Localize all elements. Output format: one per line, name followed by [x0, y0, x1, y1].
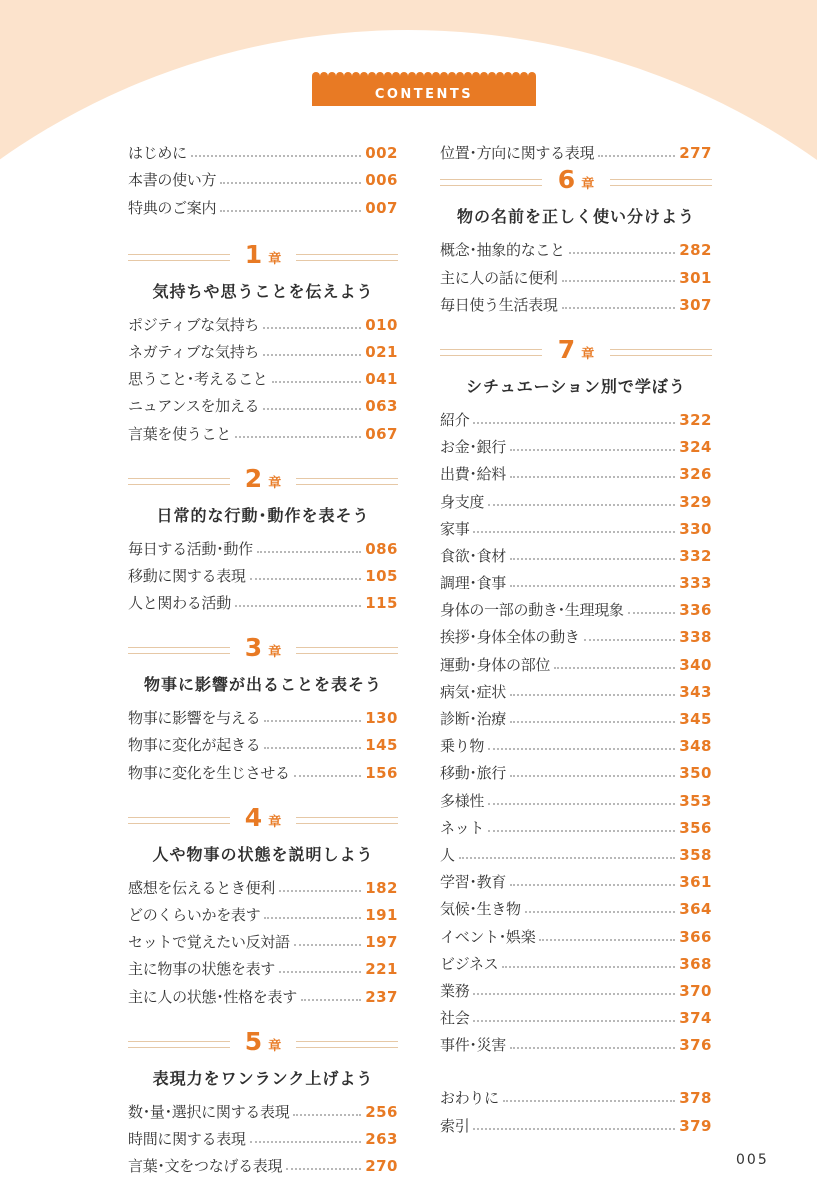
entry-page: 006	[365, 171, 398, 190]
toc-entry[interactable]	[128, 532, 398, 559]
dot-leader	[503, 1100, 675, 1102]
entry-label: 感想を伝えるとき便利	[128, 878, 276, 897]
entry-page: 007	[365, 198, 398, 217]
chapter-5-heading	[128, 1025, 398, 1063]
dot-leader	[220, 210, 361, 212]
entry-page: 197	[365, 933, 398, 952]
chapter-rule-right	[296, 817, 398, 824]
entry-label: 社会	[440, 1009, 470, 1028]
entry-label: ポジティブな気持ち	[128, 315, 260, 334]
entry-page: 156	[365, 763, 398, 782]
dot-leader	[510, 558, 675, 560]
toc-entry[interactable]	[440, 566, 712, 593]
entry-label: 位置･方向に関する表現	[440, 144, 595, 163]
dot-leader	[510, 449, 675, 451]
toc-entry[interactable]	[128, 416, 398, 443]
toc-entry[interactable]	[128, 925, 398, 952]
chapter-word: 章	[268, 475, 282, 491]
dot-leader	[525, 911, 675, 913]
chapter-1-title: 気持ちや思うことを伝えよう	[152, 281, 374, 301]
entry-label: 移動･旅行	[440, 764, 507, 783]
dot-leader	[562, 307, 676, 309]
chapter-4-heading	[128, 801, 398, 839]
entry-page: 130	[365, 709, 398, 728]
dot-leader	[263, 327, 361, 329]
dot-leader	[263, 408, 361, 410]
chapter-3-heading	[128, 631, 398, 669]
dot-leader	[628, 612, 676, 614]
chapter-number: 4	[244, 802, 263, 832]
entry-page: 379	[679, 1116, 712, 1135]
entry-page: 329	[679, 492, 712, 511]
entry-page: 221	[365, 960, 398, 979]
toc-entry[interactable]	[440, 136, 712, 163]
entry-label: 事件･災害	[440, 1036, 507, 1055]
toc-entry[interactable]	[440, 539, 712, 566]
dot-leader	[510, 694, 675, 696]
entry-page: 263	[365, 1129, 398, 1148]
entry-label: 多様性	[440, 791, 485, 810]
entry-page: 307	[679, 295, 712, 314]
entry-label: ネガティブな気持ち	[128, 342, 260, 361]
dot-leader	[294, 775, 361, 777]
dot-leader	[250, 1141, 362, 1143]
entry-label: 物事に変化を生じさせる	[128, 763, 290, 782]
entry-page: 353	[679, 791, 712, 810]
entry-page: 376	[679, 1036, 712, 1055]
entry-label: 学習･教育	[440, 873, 507, 892]
toc-entry[interactable]	[440, 457, 712, 484]
contents-ribbon	[312, 70, 536, 106]
chapter-3-title: 物事に影響が出ることを表そう	[143, 675, 382, 695]
entry-label: お金･銀行	[440, 438, 507, 457]
entry-page: 324	[679, 438, 712, 457]
toc-entry[interactable]	[128, 308, 398, 335]
toc-left-column	[128, 136, 398, 1176]
chapter-number: 7	[557, 334, 576, 364]
entry-label: 特典のご案内	[128, 198, 217, 217]
entry-label: 言葉･文をつなげる表現	[128, 1157, 283, 1176]
toc-entry[interactable]	[440, 702, 712, 729]
entry-page: 282	[679, 241, 712, 260]
toc-entry[interactable]	[440, 620, 712, 647]
entry-page: 366	[679, 927, 712, 946]
dot-leader	[473, 422, 675, 424]
chapter-word: 章	[581, 346, 595, 362]
toc-entry[interactable]	[440, 593, 712, 620]
entry-label: 主に人の話に便利	[440, 268, 558, 287]
entry-page: 343	[679, 682, 712, 701]
dot-leader	[220, 182, 361, 184]
toc-entry[interactable]	[440, 430, 712, 457]
dot-leader	[301, 999, 361, 1001]
dot-leader	[264, 720, 361, 722]
chapter-1-heading	[128, 238, 398, 276]
toc-right-column	[440, 136, 712, 1136]
dot-leader	[473, 1020, 675, 1022]
dot-leader	[235, 436, 361, 438]
toc-entry[interactable]	[440, 1028, 712, 1055]
entry-label: セットで覚えたい反対語	[128, 933, 290, 952]
entry-page: 002	[365, 144, 398, 163]
entry-page: 063	[365, 397, 398, 416]
dot-leader	[264, 747, 361, 749]
toc-entry[interactable]	[440, 729, 712, 756]
entry-label: 思うこと･考えること	[128, 370, 268, 389]
entry-label: 移動に関する表現	[128, 566, 246, 585]
toc-entry[interactable]	[128, 335, 398, 362]
chapter-rule-right	[610, 349, 712, 356]
entry-label: 概念･抽象的なこと	[440, 241, 565, 260]
entry-label: 診断･治療	[440, 710, 507, 728]
toc-entry[interactable]	[128, 979, 398, 1006]
toc-entry[interactable]	[128, 871, 398, 898]
entry-page: 041	[365, 370, 398, 389]
toc-entry[interactable]	[128, 952, 398, 979]
toc-entry[interactable]	[128, 136, 398, 163]
entry-label: 食欲･食材	[440, 546, 507, 565]
entry-label: 身体の一部の動き･生理現象	[440, 601, 624, 620]
dot-leader	[257, 551, 361, 553]
chapter-rule-right	[296, 647, 398, 654]
toc-entry[interactable]	[128, 586, 398, 613]
toc-entry[interactable]	[440, 756, 712, 783]
entry-label: 毎日使う生活表現	[440, 295, 558, 314]
entry-label: おわりに	[440, 1089, 499, 1108]
entry-label: ニュアンスを加える	[128, 397, 260, 416]
toc-entry[interactable]	[440, 260, 712, 287]
dot-leader	[488, 504, 675, 506]
entry-label: ネット	[440, 818, 485, 837]
dot-leader	[286, 1168, 361, 1170]
dot-leader	[510, 476, 675, 478]
entry-page: 330	[679, 519, 712, 538]
entry-page: 191	[365, 906, 398, 924]
spacer	[128, 218, 398, 238]
entry-label: はじめに	[128, 144, 187, 163]
dot-leader	[539, 939, 675, 941]
toc-entry[interactable]	[440, 892, 712, 919]
chapter-word: 章	[268, 1038, 282, 1054]
page-number: 005	[736, 1152, 769, 1168]
entry-page: 378	[679, 1089, 712, 1108]
entry-page: 368	[679, 954, 712, 973]
toc-entry[interactable]	[128, 1095, 398, 1122]
toc-entry[interactable]	[440, 811, 712, 838]
chapter-rule-right	[296, 478, 398, 485]
entry-page: 326	[679, 465, 712, 484]
chapter-number: 5	[244, 1026, 263, 1056]
toc-entry[interactable]	[440, 1108, 712, 1135]
toc-entry[interactable]	[440, 288, 712, 315]
chapter-7-title: シチュエーション別で学ぼう	[466, 376, 686, 396]
toc-entry[interactable]	[440, 919, 712, 946]
chapter-2-heading	[128, 462, 398, 500]
spacer	[128, 444, 398, 462]
dot-leader	[473, 1128, 675, 1130]
entry-label: 言葉を使うこと	[128, 424, 231, 443]
toc-entry[interactable]	[128, 559, 398, 586]
entry-label: 出費･給料	[440, 465, 507, 484]
spacer	[128, 1007, 398, 1025]
dot-leader	[272, 381, 362, 383]
entry-page: 333	[679, 574, 712, 593]
toc-entry[interactable]	[440, 647, 712, 674]
chapter-rule-right	[296, 254, 398, 261]
spacer	[440, 315, 712, 333]
entry-page: 105	[365, 566, 398, 585]
entry-label: 数･量･選択に関する表現	[128, 1102, 290, 1121]
entry-page: 336	[679, 601, 712, 620]
toc-entry[interactable]	[128, 190, 398, 217]
chapter-6-title: 物の名前を正しく使い分けよう	[456, 207, 695, 227]
dot-leader	[598, 155, 675, 157]
entry-page: 358	[679, 845, 712, 864]
chapter-4-title: 人や物事の状態を説明しよう	[152, 844, 374, 864]
entry-page: 067	[365, 424, 398, 443]
entry-page: 270	[365, 1157, 398, 1176]
dot-leader	[562, 280, 676, 282]
dot-leader	[510, 721, 675, 723]
entry-label: どのくらいかを表す	[128, 906, 261, 924]
entry-label: 主に物事の状態を表す	[128, 960, 276, 979]
dot-leader	[459, 857, 675, 859]
entry-label: 病気･症状	[440, 682, 507, 701]
entry-label: イベント･娯楽	[440, 927, 536, 946]
entry-page: 021	[365, 342, 398, 361]
entry-page: 301	[679, 268, 712, 287]
chapter-number: 2	[244, 463, 263, 493]
dot-leader	[264, 917, 361, 919]
dot-leader	[510, 585, 675, 587]
entry-page: 361	[679, 873, 712, 892]
toc-entry[interactable]	[440, 512, 712, 539]
dot-leader	[502, 966, 675, 968]
dot-leader	[473, 531, 675, 533]
toc-entry[interactable]	[440, 974, 712, 1001]
toc-entry[interactable]	[128, 755, 398, 782]
entry-page: 010	[365, 315, 398, 334]
entry-label: 時間に関する表現	[128, 1129, 246, 1148]
entry-page: 332	[679, 546, 712, 565]
entry-label: 本書の使い方	[128, 171, 217, 190]
entry-label: ビジネス	[440, 954, 499, 973]
toc-entry[interactable]	[128, 898, 398, 925]
entry-page: 338	[679, 628, 712, 647]
chapter-number: 1	[244, 239, 263, 269]
entry-page: 374	[679, 1009, 712, 1028]
toc-entry[interactable]	[128, 389, 398, 416]
dot-leader	[584, 639, 676, 641]
chapter-number: 6	[557, 165, 576, 195]
toc-entry[interactable]	[440, 675, 712, 702]
entry-page: 277	[679, 144, 712, 163]
toc-entry[interactable]	[440, 865, 712, 892]
dot-leader	[488, 830, 675, 832]
entry-label: 乗り物	[440, 737, 485, 756]
chapter-word: 章	[268, 645, 282, 661]
entry-label: 紹介	[440, 410, 470, 429]
dot-leader	[510, 1047, 675, 1049]
entry-page: 350	[679, 764, 712, 783]
toc-entry[interactable]	[440, 1081, 712, 1108]
entry-label: 調理･食事	[440, 574, 507, 593]
entry-page: 322	[679, 410, 712, 429]
entry-page: 145	[365, 736, 398, 755]
dot-leader	[569, 252, 675, 254]
entry-label: 物事に影響を与える	[128, 709, 261, 728]
toc-entry[interactable]	[128, 163, 398, 190]
toc-entry[interactable]	[440, 783, 712, 810]
toc-entry[interactable]	[440, 233, 712, 260]
entry-label: 運動･身体の部位	[440, 655, 551, 674]
chapter-5-title: 表現力をワンランク上げよう	[152, 1068, 374, 1088]
dot-leader	[488, 748, 675, 750]
toc-entry[interactable]	[128, 362, 398, 389]
chapter-6-heading	[440, 163, 712, 201]
entry-page: 086	[365, 539, 398, 558]
dot-leader	[293, 1114, 361, 1116]
toc-entry[interactable]	[440, 1001, 712, 1028]
chapter-word: 章	[581, 177, 595, 193]
entry-label: 主に人の状態･性格を表す	[128, 987, 297, 1006]
chapter-2-title: 日常的な行動･動作を表そう	[156, 505, 370, 525]
chapter-rule-right	[296, 1041, 398, 1048]
entry-page: 370	[679, 981, 712, 1000]
spacer	[128, 613, 398, 631]
dot-leader	[235, 605, 361, 607]
entry-page: 340	[679, 655, 712, 674]
dot-leader	[294, 944, 361, 946]
dot-leader	[279, 971, 361, 973]
toc-entry[interactable]	[128, 1149, 398, 1176]
entry-page: 182	[365, 878, 398, 897]
dot-leader	[191, 155, 361, 157]
entry-page: 115	[365, 594, 398, 613]
entry-page: 364	[679, 900, 712, 919]
entry-page: 348	[679, 737, 712, 756]
chapter-7-heading	[440, 333, 712, 371]
toc-entry[interactable]	[440, 403, 712, 430]
dot-leader	[488, 803, 675, 805]
entry-label: 気候･生き物	[440, 900, 521, 919]
entry-label: 挨拶･身体全体の動き	[440, 628, 580, 647]
toc-entry[interactable]	[440, 484, 712, 511]
entry-label: 物事に変化が起きる	[128, 736, 261, 755]
chapter-word: 章	[268, 814, 282, 830]
entry-page: 345	[679, 710, 712, 728]
entry-label: 人	[440, 845, 455, 864]
entry-label: 毎日する活動･動作	[128, 539, 253, 558]
spacer	[440, 1055, 712, 1081]
toc-entry[interactable]	[440, 947, 712, 974]
entry-page: 237	[365, 987, 398, 1006]
spacer	[128, 783, 398, 801]
dot-leader	[263, 354, 361, 356]
toc-entry[interactable]	[128, 1122, 398, 1149]
chapter-word: 章	[268, 251, 282, 267]
entry-label: 人と関わる活動	[128, 594, 231, 613]
contents-title: CONTENTS	[374, 87, 474, 102]
entry-label: 業務	[440, 981, 470, 1000]
dot-leader	[473, 993, 675, 995]
entry-page: 356	[679, 818, 712, 837]
entry-label: 身支度	[440, 492, 485, 511]
chapter-number: 3	[244, 633, 263, 663]
toc-entry[interactable]	[128, 701, 398, 728]
entry-label: 家事	[440, 519, 470, 538]
dot-leader	[279, 890, 361, 892]
chapter-rule-right	[610, 179, 712, 186]
dot-leader	[510, 775, 675, 777]
toc-entry[interactable]	[128, 728, 398, 755]
entry-label: 索引	[440, 1116, 470, 1135]
entry-page: 256	[365, 1102, 398, 1121]
toc-entry[interactable]	[440, 838, 712, 865]
dot-leader	[554, 667, 675, 669]
dot-leader	[250, 578, 362, 580]
dot-leader	[510, 884, 675, 886]
